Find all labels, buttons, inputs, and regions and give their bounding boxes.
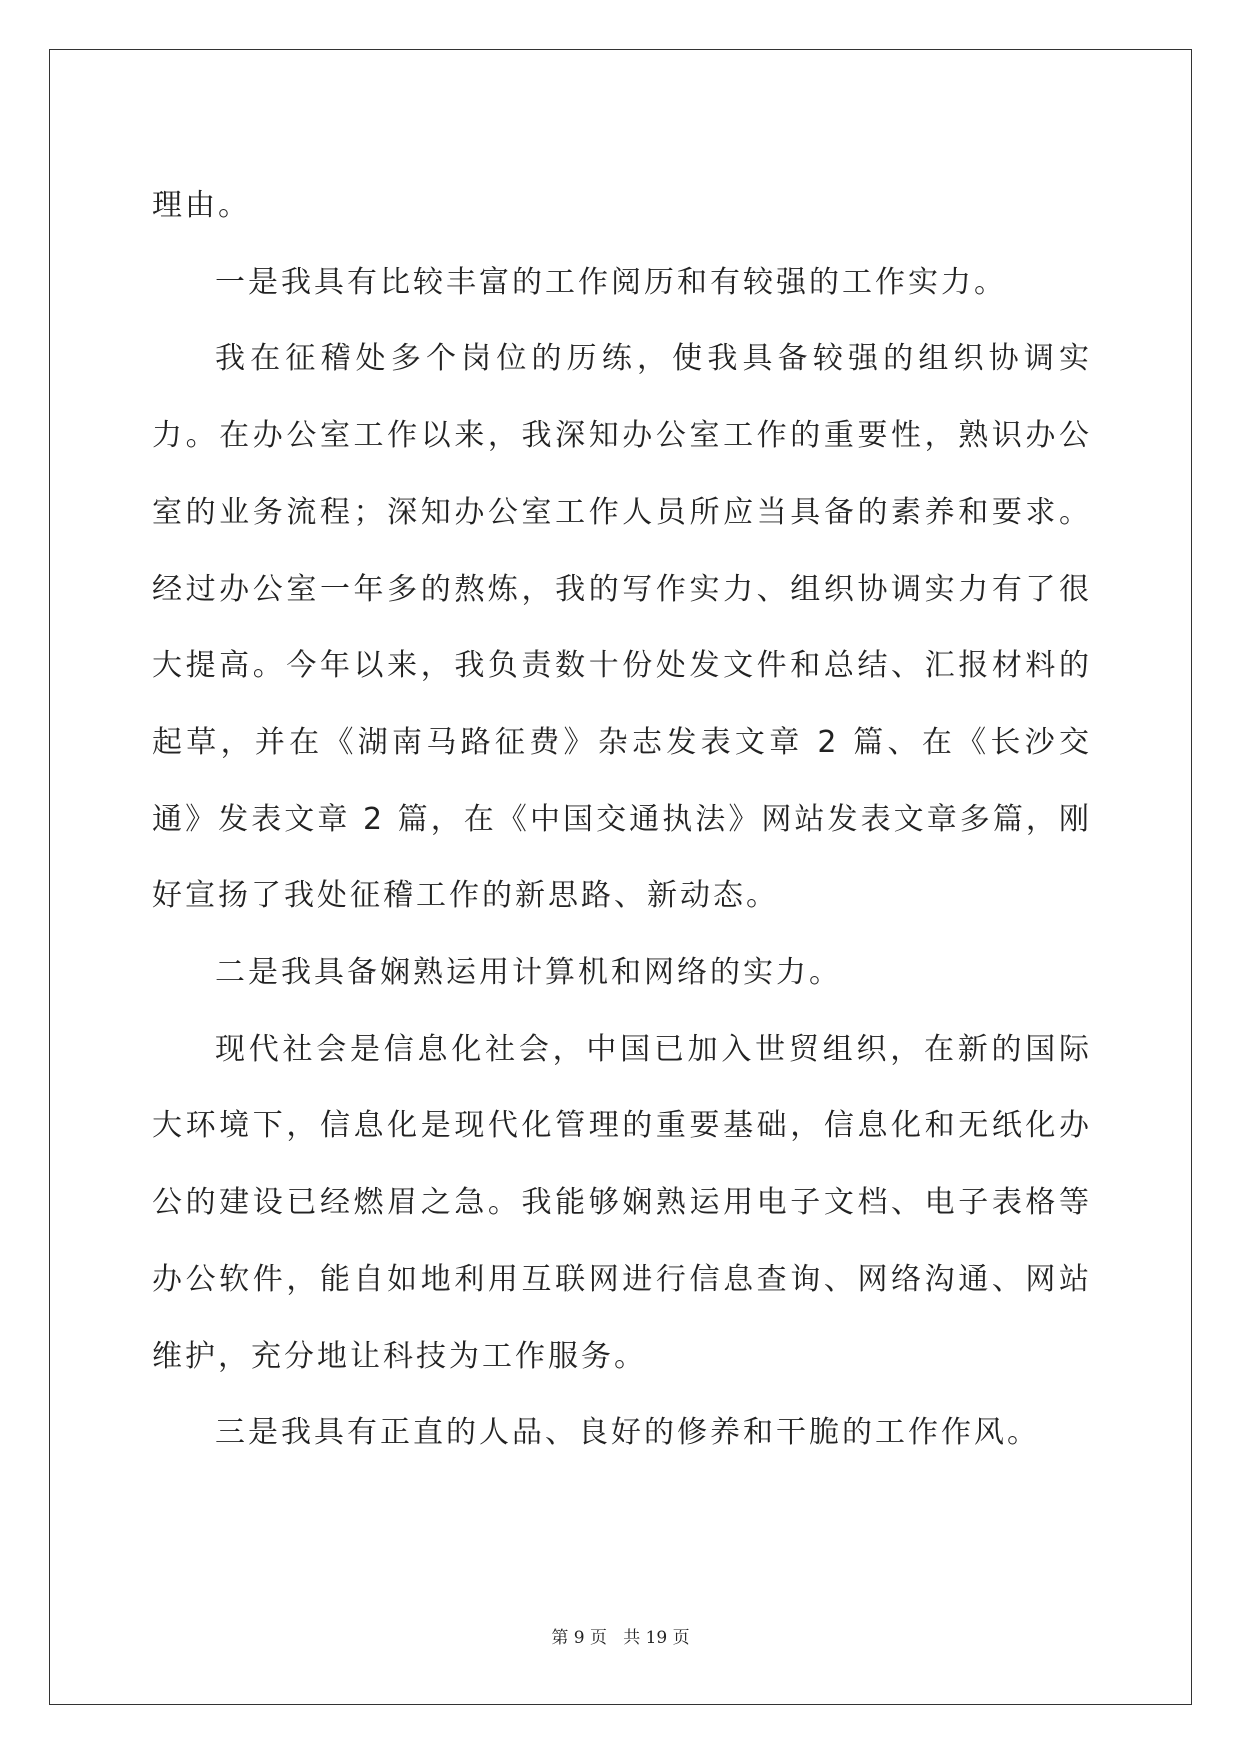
paragraph-point-three: 三是我具有正直的人品、良好的修养和干脆的工作作风。 bbox=[215, 1415, 1040, 1451]
document-body bbox=[152, 168, 1092, 1472]
page-footer: 第 9 页 共 19 页 bbox=[551, 1628, 690, 1648]
paragraph-point-two: 二是我具备娴熟运用计算机和网络的实力。 bbox=[215, 955, 842, 991]
paragraph-point-two-detail: 现代社会是信息化社会，中国已加入世贸组织，在新的国际大环境下，信息化是现代化管理的重要基础，信息化和无纸化办公的建设已经燃眉之急。我能够娴熟运用电子文档、电子表格等办公软件，能自如地利用互联网进行信息查询、网络沟通、网站维护，充分地让科技为工作服务。 bbox=[152, 1031, 1092, 1374]
paragraph-point-one: 一是我具有比较丰富的工作阅历和有较强的工作实力。 bbox=[215, 264, 1007, 300]
paragraph-point-one-detail: 我在征稽处多个岗位的历练，使我具备较强的组织协调实力。在办公室工作以来，我深知办公室工作的重要性，熟识办公室的业务流程；深知办公室工作人员所应当具备的素养和要求。经过办公室一年多的熬炼，我的写作实力、组织协调实力有了很大提高。今年以来，我负责数十份处发文件和总结、汇报材料的起草，并在《湖南马路征费》杂志发表文章 2 篇、在《长沙交通》发表文章 2 篇，在《中国交通执法》网站发表文章多篇，刚好宣扬了我处征稽工作的新思路、新动态。 bbox=[152, 341, 1092, 914]
paragraph-continuation: 理由。 bbox=[152, 188, 251, 223]
